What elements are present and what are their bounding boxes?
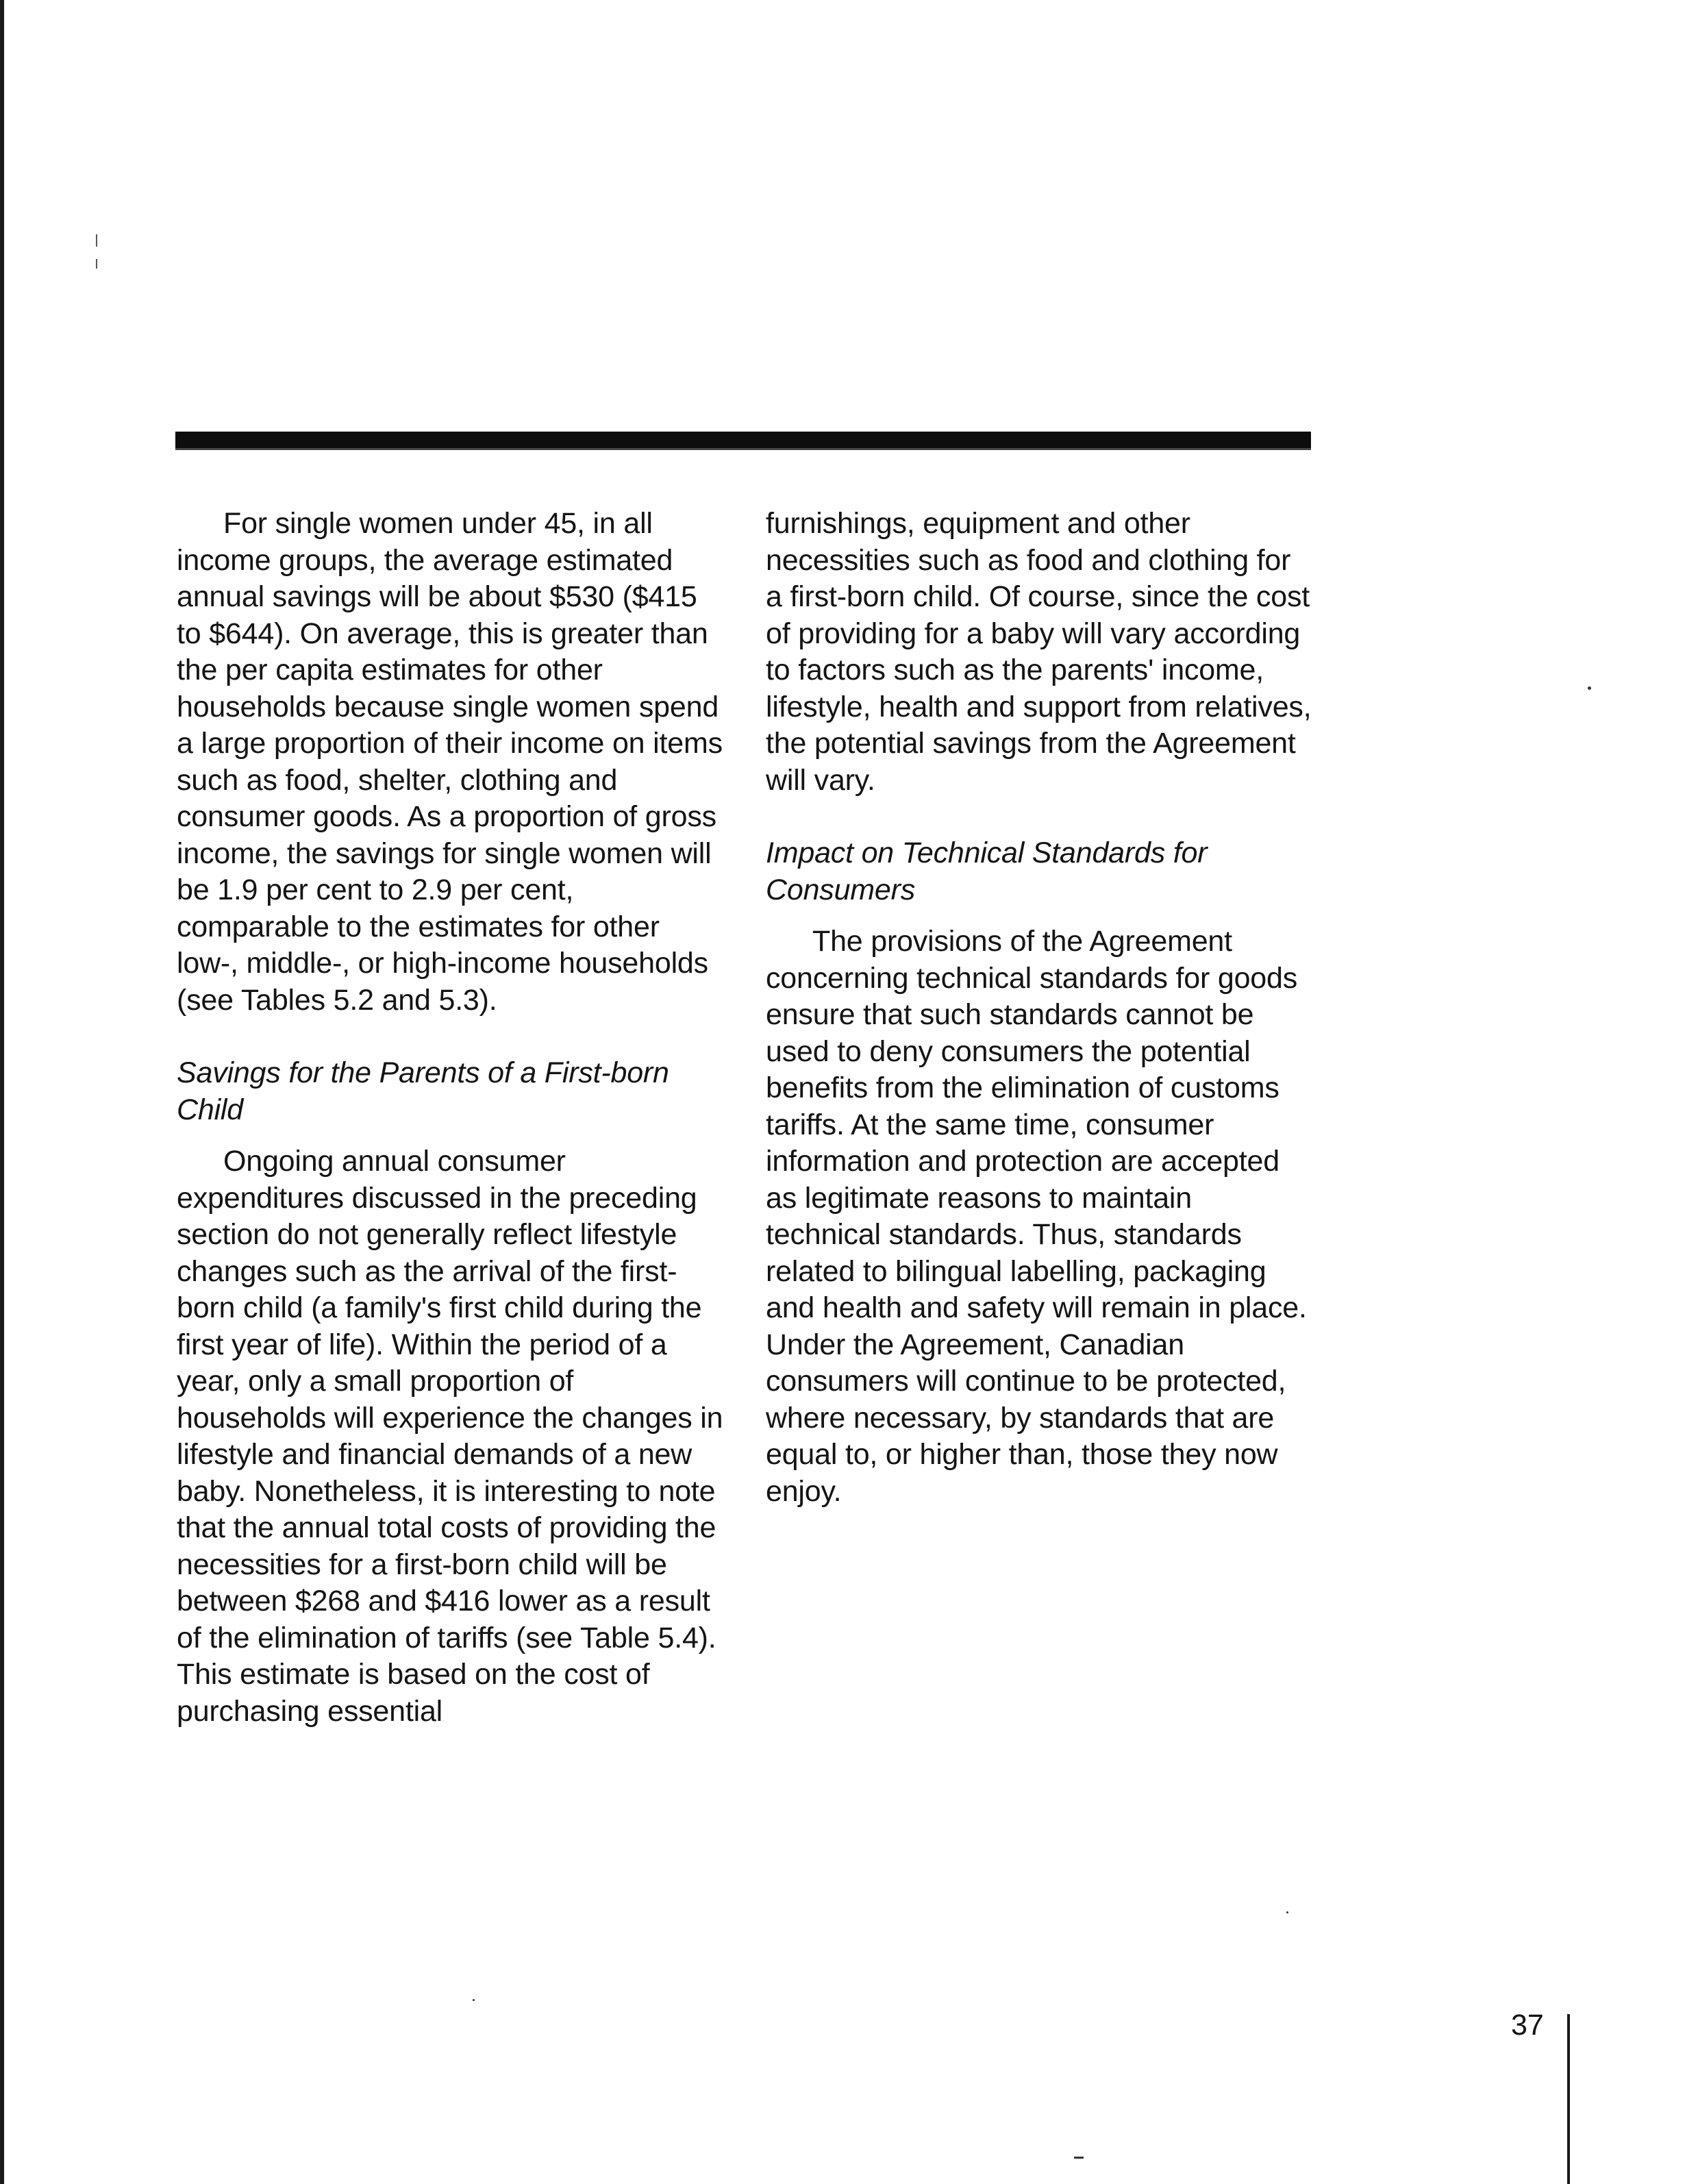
single-women-savings-paragraph: For single women under 45, in all income groups, the average estimated annual savings will be about $530 ($415 to $644). On average, this is greater than the per capita estimates for other households because single women spend a large proportion of their income on items such as food, shelter, clothing and consumer goods. As a proportion of gross income, the savings for single women will be 1.9 per cent to 2.9 per cent, comparable to the estimates for other low-, middle-, or high-income households (see Tables 5.2 and 5.3). bbox=[177, 507, 723, 1017]
section-heading-technical-standards: Impact on Technical Standards for Consumers bbox=[766, 836, 1208, 906]
paragraph-spacer bbox=[177, 1019, 725, 1055]
right-column bbox=[766, 506, 1314, 1510]
section-heading-first-born: Savings for the Parents of a First-born Child bbox=[177, 1056, 669, 1126]
technical-standards-paragraph: The provisions of the Agreement concerning technical standards for goods ensure that such standards cannot be used to deny consumers the potential benefits from the elimination of customs tariffs. At the same time, consumer information and protection are accepted as legitimate reasons to maintain technical standards. Thus, standards related to bilingual labelling, packaging and health and safety will remain in place. Under the Agreement, Canadian consumers will continue to be protected, where necessary, by standards that are equal to, or higher than, those they now enjoy. bbox=[766, 925, 1307, 1508]
left-column bbox=[177, 506, 725, 1730]
scan-left-edge-line bbox=[0, 0, 4, 2184]
paragraph-spacer bbox=[766, 799, 1314, 835]
scan-dash-mark bbox=[1074, 2157, 1084, 2159]
scan-speck bbox=[1286, 1911, 1288, 1913]
scan-mark-tick bbox=[96, 234, 97, 247]
header-rule bbox=[175, 432, 1311, 450]
first-born-savings-paragraph-continued: furnishings, equipment and other necessities such as food and clothing for a first-born child. Of course, since the cost of providing for a baby will vary according to factors such as the parents' income, lifestyle, health and support from relatives, the potential savings from the Agreement will vary. bbox=[766, 507, 1312, 797]
page-number: 37 bbox=[1511, 2009, 1544, 2042]
scan-mark-tick bbox=[96, 259, 97, 269]
scan-right-edge-line bbox=[1567, 2014, 1570, 2184]
first-born-savings-paragraph: Ongoing annual consumer expenditures discussed in the preceding section do not generally reflect lifestyle changes such as the arrival of the first-born child (a family's first child during the first year of life). Within the period of a year, only a small proportion of households will experience the changes in lifestyle and financial demands of a new baby. Nonetheless, it is interesting to note that the annual total costs of providing the necessities for a first-born child will be between $268 and $416 lower as a result of the elimination of tariffs (see Table 5.4). This estimate is based on the cost of purchasing essential bbox=[177, 1145, 723, 1728]
heading-spacer bbox=[766, 908, 1314, 923]
heading-spacer bbox=[177, 1128, 725, 1143]
scan-speck bbox=[1588, 686, 1591, 690]
scan-speck bbox=[473, 1999, 475, 2001]
